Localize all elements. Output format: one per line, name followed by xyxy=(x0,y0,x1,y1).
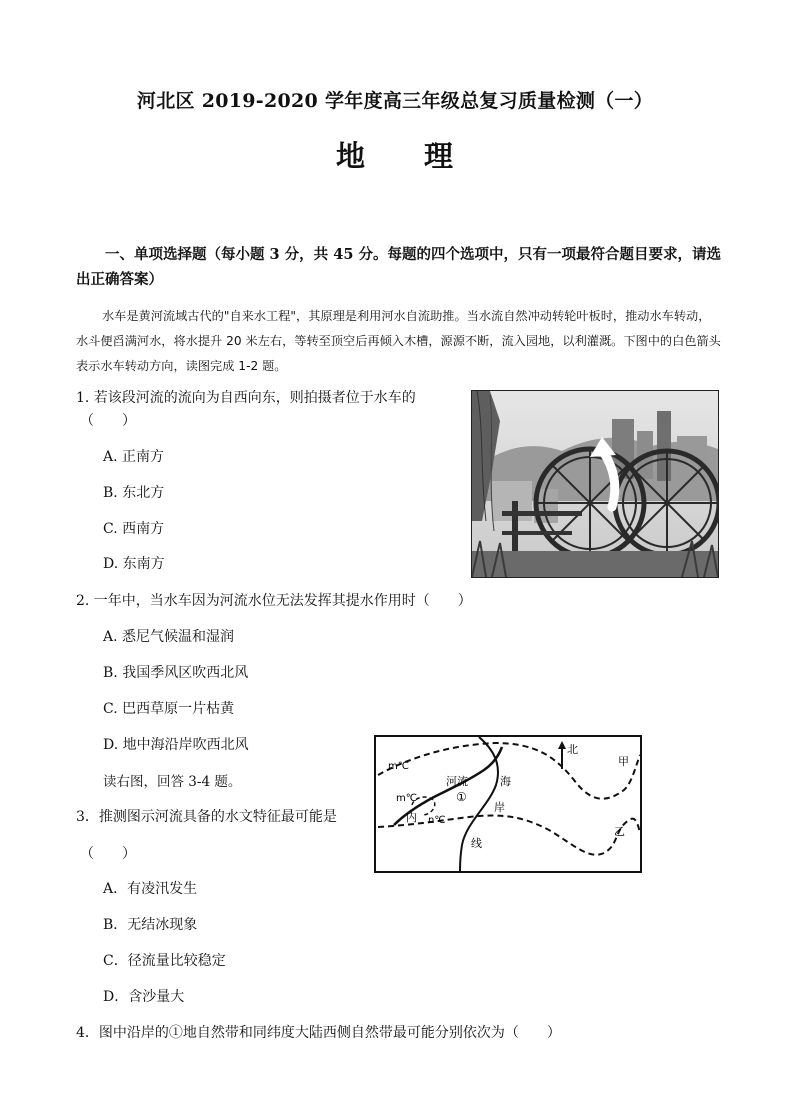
subject-char-2: 理 xyxy=(424,139,455,173)
question-1-stem: 1. 若该段河流的流向为自西向东，则拍摄者位于水车的 xyxy=(76,390,416,406)
map-label-inner: 内 xyxy=(406,811,417,824)
question-1-option-a: A. 正南方 xyxy=(103,449,165,465)
question-3-blank: （ ） xyxy=(80,846,136,862)
map-note: 读右图，回答 3-4 题。 xyxy=(103,774,242,790)
question-2-option-c: C. 巴西草原一片枯黄 xyxy=(103,701,235,717)
question-4-stem: 4．图中沿岸的①地自然带和同纬度大陆西侧自然带最可能分别依次为（ ） xyxy=(76,1025,561,1041)
document-title: 河北区 2019-2020 学年度高三年级总复习质量检测（一） xyxy=(136,90,654,112)
map-label-jia: 甲 xyxy=(618,755,629,768)
section-heading: 一、单项选择题（每小题 3 分，共 45 分。每题的四个选项中，只有一项最符合题目要求，请选出正确答案） xyxy=(76,246,721,288)
map-label-n: n℃ xyxy=(428,815,446,826)
question-2-stem: 2. 一年中，当水车因为河流水位无法发挥其提水作用时（ ） xyxy=(76,593,472,609)
map-label-point-1: ① xyxy=(456,790,467,804)
question-3-option-a: A．有凌汛发生 xyxy=(103,881,198,897)
question-1-option-c: C. 西南方 xyxy=(103,521,165,537)
map-label-coast-2: 岸 xyxy=(494,801,505,814)
map-label-river: 河流 xyxy=(446,775,468,788)
question-3-option-b: B．无结冰现象 xyxy=(103,917,198,933)
subject-char-1: 地 xyxy=(335,139,366,173)
question-3-stem: 3．推测图示河流具备的水文特征最可能是 xyxy=(76,809,337,825)
question-2-option-d: D. 地中海沿岸吹西北风 xyxy=(103,737,249,753)
question-1-option-d: D. 东南方 xyxy=(103,556,165,572)
question-2-option-b: B. 我国季风区吹西北风 xyxy=(103,665,249,681)
question-3-option-d: D．含沙量大 xyxy=(103,989,185,1005)
intro-paragraph: 水车是黄河流域古代的"自来水工程"，其原理是利用河水自流助推。当水流自然冲动转轮叶板时，推动水车转动，水斗便舀满河水，将水提升 20 米左右，等转至顶空后再倾入木槽，源源不断，流入园地，以利灌溉。下图中的白色箭头表示水车转动方向，读图完成 1-2 题。 xyxy=(76,309,721,373)
question-2-option-a: A. 悉尼气候温和湿润 xyxy=(103,629,235,645)
map-label-coast-3: 线 xyxy=(471,837,482,850)
subject-title xyxy=(0,134,790,175)
question-1-blank: （ ） xyxy=(80,413,136,429)
map-label-coast-1: 海 xyxy=(500,775,511,788)
question-3-option-c: C．径流量比较稳定 xyxy=(103,953,226,969)
map-label-m-top: m℃ xyxy=(388,761,409,772)
question-1-option-b: B. 东北方 xyxy=(103,485,165,501)
map-label-yi: 乙 xyxy=(614,825,625,838)
map-label-north: 北 xyxy=(567,743,578,756)
map-label-m-mid: m℃ xyxy=(396,793,417,804)
waterwheel-photo xyxy=(471,390,719,578)
isotherm-map xyxy=(374,735,642,873)
